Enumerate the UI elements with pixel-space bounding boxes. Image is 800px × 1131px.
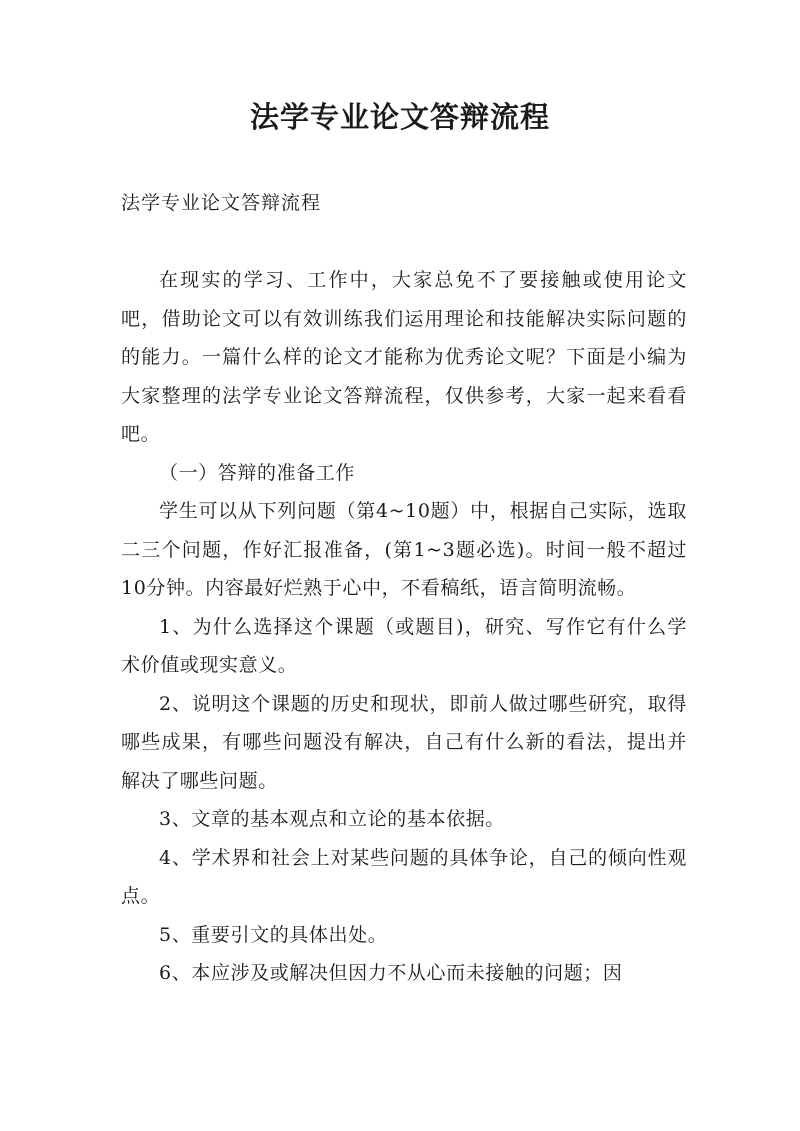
list-item: 3、文章的基本观点和立论的基本依据。 <box>159 808 505 830</box>
document-subtitle: 法学专业论文答辩流程 <box>121 192 322 214</box>
list-item: 2、说明这个课题的历史和现状，即前人做过哪些研究，取得哪些成果，有哪些问题没有解决，自己有什么新的看法，提出并解决了哪些问题。 <box>121 692 687 792</box>
list-item: 1、为什么选择这个课题（或题目)，研究、写作它有什么学术价值或现实意义。 <box>121 615 687 676</box>
section-heading: （一）答辩的准备工作 <box>159 461 356 484</box>
list-item: 6、本应涉及或解决但因力不从心而未接触的问题；因 <box>159 962 623 984</box>
body-paragraph: 学生可以从下列问题（第4~10题）中，根据自己实际，选取二三个问题，作好汇报准备，(第1~3题必选)。时间一般不超过10分钟。内容最好烂熟于心中，不看稿纸，语言简明流畅。 <box>121 500 687 599</box>
document-title: 法学专业论文答辩流程 <box>249 100 550 134</box>
document-body <box>121 261 687 993</box>
list-item: 5、重要引文的具体出处。 <box>159 923 388 946</box>
intro-paragraph: 在现实的学习、工作中，大家总免不了要接触或使用论文吧，借助论文可以有效训练我们运用理论和技能解决实际问题的的能力。一篇什么样的论文才能称为优秀论文呢？下面是小编为大家整理的法学专业论文答辩流程，仅供参考，大家一起来看看吧。 <box>121 269 687 445</box>
list-item: 4、学术界和社会上对某些问题的具体争论，自己的倾向性观点。 <box>121 846 687 907</box>
